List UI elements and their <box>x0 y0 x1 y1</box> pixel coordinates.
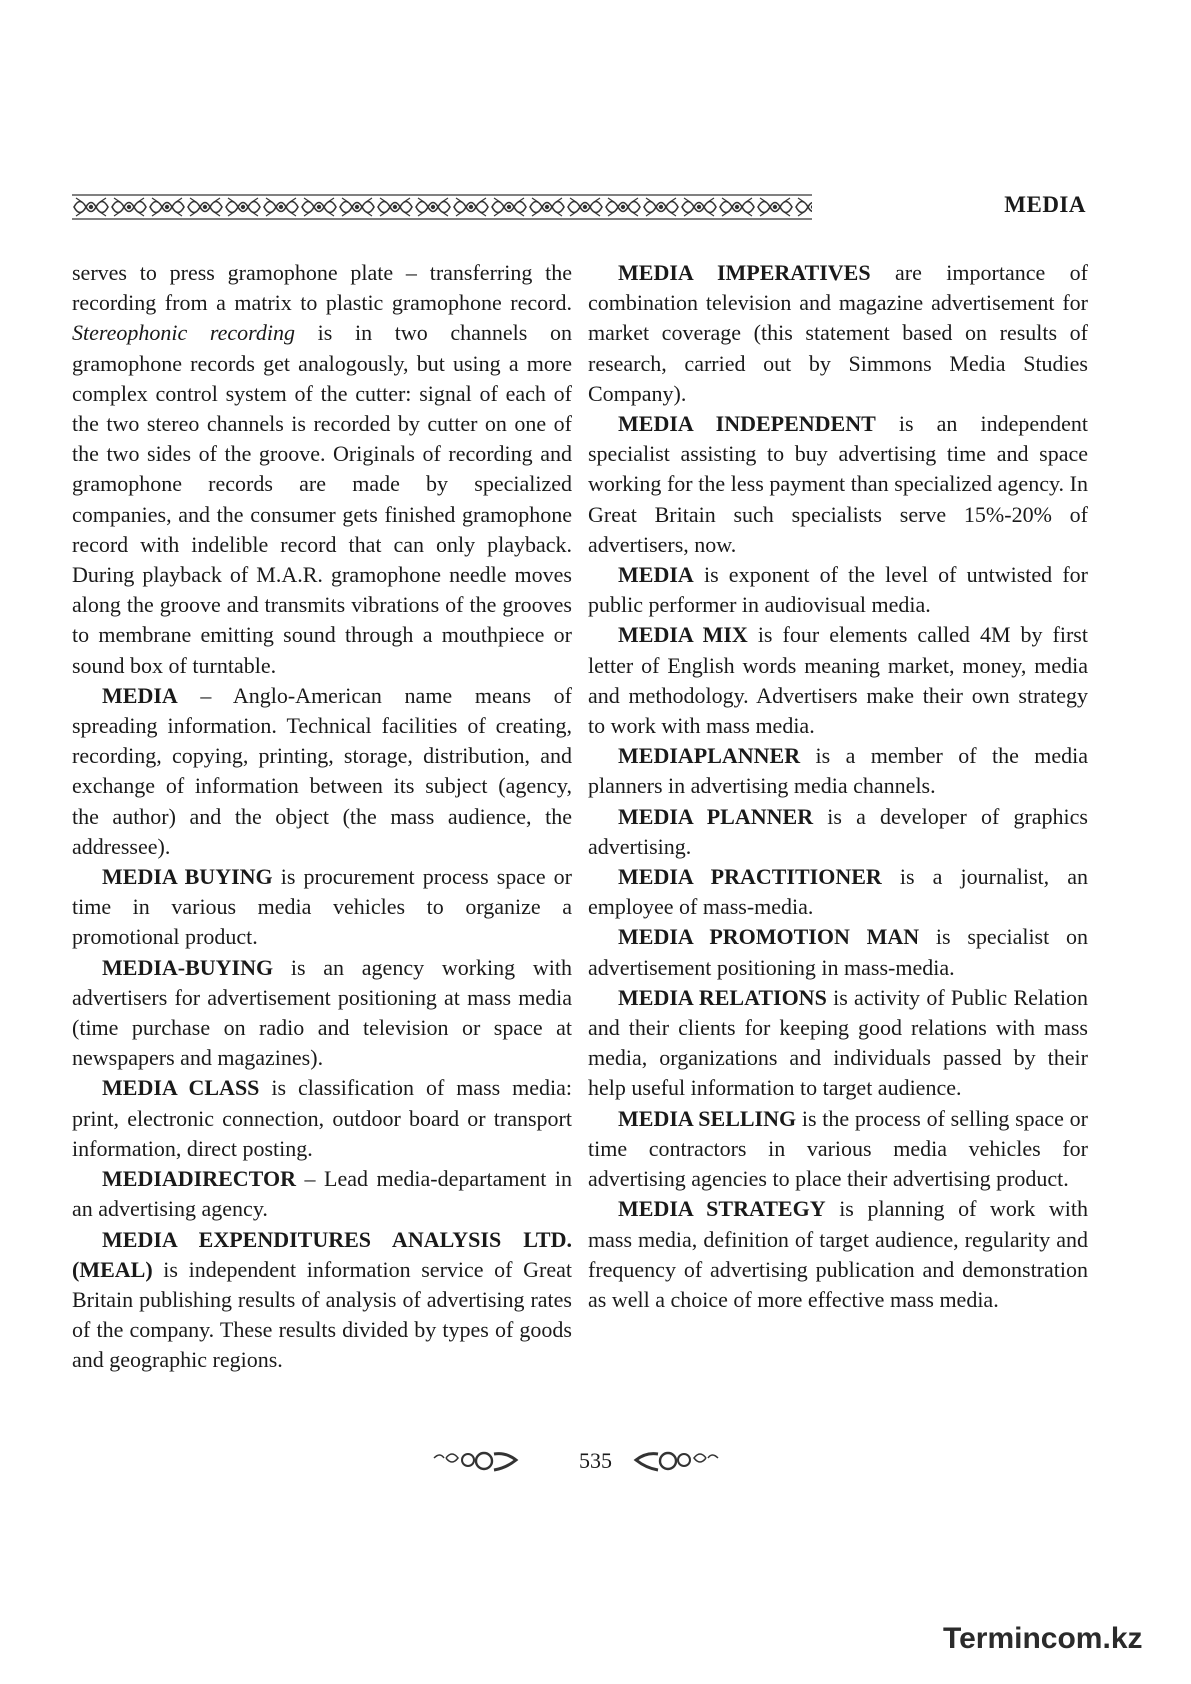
entry-term: MEDIA RELATIONS <box>618 984 827 1010</box>
dictionary-entry <box>588 620 1088 741</box>
entry-text: is in two channels on gramophone records get analogously, but using a more complex control system of the cutter: signal of each of the two stereo channels is recorded by cutter on one of the two sides of the groove. Originals of recording and gramophone records are made by specialized companies, and the consumer gets finished gramophone record with indelible record that can only playback. During playback of M.A.R. gramophone needle moves along the groove and transmits vibrations of the grooves to membrane emitting sound through a mouthpiece or sound box of turntable. <box>72 320 572 678</box>
entry-term: MEDIA <box>618 562 694 588</box>
dictionary-entry <box>588 560 1088 620</box>
dictionary-entry <box>588 409 1088 560</box>
running-head: MEDIA <box>1004 192 1086 217</box>
entry-term: MEDIA CLASS <box>102 1075 260 1101</box>
entry-definition: is activity of Public Relation and their clients for keeping good relations with mass media, organizations and individuals passed by their help useful information to target audience. <box>588 984 1088 1101</box>
entry-term: MEDIA EXPENDITURES ANALYSIS LTD. (MEAL) <box>72 1226 572 1282</box>
page-header <box>72 188 1086 228</box>
entry-term: MEDIA PRACTITIONER <box>618 864 882 890</box>
entry-term: MEDIA PROMOTION MAN <box>618 924 920 950</box>
entry-definition: is the process of selling space or time contractors in various media vehicles for advertising agencies to place their advertising product. <box>588 1105 1088 1192</box>
entry-definition: is an independent specialist assisting to buy advertising time and space working for the less payment than specialized agency. In Great Britain such specialists serve 15%-20% of advertisers, now. <box>588 411 1088 557</box>
entry-term: MEDIADIRECTOR <box>102 1166 296 1192</box>
dictionary-entry <box>588 1194 1088 1315</box>
dictionary-entry <box>588 741 1088 801</box>
dictionary-entry <box>588 983 1088 1104</box>
footer-ornament-right-icon <box>630 1448 720 1474</box>
entry-definition: is four elements called 4M by first letter of English words meaning market, money, media and methodology. Advertisers make their own strategy to work with mass media. <box>588 622 1088 739</box>
dictionary-entry <box>72 1164 572 1224</box>
watermark-text: Termincom.kz <box>943 1622 1143 1655</box>
entry-term: MEDIA <box>102 682 178 708</box>
site-watermark <box>943 1618 1173 1662</box>
entry-definition: is a journalist, an employee of mass-media. <box>588 864 1088 920</box>
right-column <box>588 258 1088 1315</box>
entry-definition: is independent information service of Great Britain publishing results of analysis of advertising rates of the company. These results divided by types of goods and geographic regions. <box>72 1256 572 1373</box>
entry-definition: is specialist on advertisement positioning in mass-media. <box>588 924 1088 980</box>
entry-definition: are importance of combination television and magazine advertisement for market coverage (this statement based on results of research, carried out by Simmons Media Studies Company). <box>588 260 1088 406</box>
entry-term: MEDIA IMPERATIVES <box>618 260 871 285</box>
entry-definition: is procurement process space or time in various media vehicles to organize a promotional product. <box>72 864 572 950</box>
dictionary-entry <box>588 258 1088 409</box>
dictionary-entry <box>588 1104 1088 1195</box>
dictionary-entry-continued <box>72 258 572 681</box>
dictionary-entry <box>72 862 572 953</box>
entry-definition: is a developer of graphics advertising. <box>588 803 1088 859</box>
dictionary-entry <box>588 922 1088 982</box>
left-column <box>72 258 572 1376</box>
entry-term: MEDIA SELLING <box>618 1105 797 1131</box>
dictionary-entry <box>72 1225 572 1376</box>
page-number: 535 <box>579 1448 612 1473</box>
dictionary-entry <box>588 862 1088 922</box>
dictionary-entry <box>72 681 572 862</box>
entry-text: serves to press gramophone plate – transferring the recording from a matrix to plastic gramophone record. <box>72 260 572 316</box>
entry-term: MEDIAPLANNER <box>618 743 801 769</box>
entry-definition: is planning of work with mass media, definition of target audience, regularity and frequency of advertising publication and demonstration as well a choice of more effective mass media. <box>588 1196 1088 1312</box>
entry-definition: – Lead media-departament in an advertising agency. <box>72 1166 572 1222</box>
italic-term: Stereophonic recording <box>72 320 296 346</box>
page-footer <box>0 1440 1191 1480</box>
entry-definition: is exponent of the level of untwisted for public performer in audiovisual media. <box>588 562 1088 618</box>
dictionary-entry <box>588 802 1088 862</box>
entry-term: MEDIA-BUYING <box>102 954 274 980</box>
dictionary-entry <box>72 953 572 1074</box>
entry-definition: is an agency working with advertisers for advertisement positioning at mass media (time purchase on radio and television or space at newspapers and magazines). <box>72 954 572 1071</box>
entry-term: MEDIA INDEPENDENT <box>618 411 876 437</box>
dictionary-entry <box>72 1073 572 1164</box>
entry-term: MEDIA MIX <box>618 622 748 648</box>
ornamental-border-band <box>72 192 812 222</box>
entry-definition: – Anglo-American name means of spreading information. Technical facilities of creating, recording, copying, printing, storage, distribution, and exchange of information between its subject (agency, the author) and the object (the mass audience, the addressee). <box>72 682 572 859</box>
entry-term: MEDIA STRATEGY <box>618 1196 826 1222</box>
entry-term: MEDIA BUYING <box>102 864 273 890</box>
entry-definition: is a member of the media planners in advertising media channels. <box>588 743 1088 799</box>
entry-definition: is classification of mass media: print, electronic connection, outdoor board or transport information, direct posting. <box>72 1075 573 1161</box>
entry-term: MEDIA PLANNER <box>618 803 814 829</box>
